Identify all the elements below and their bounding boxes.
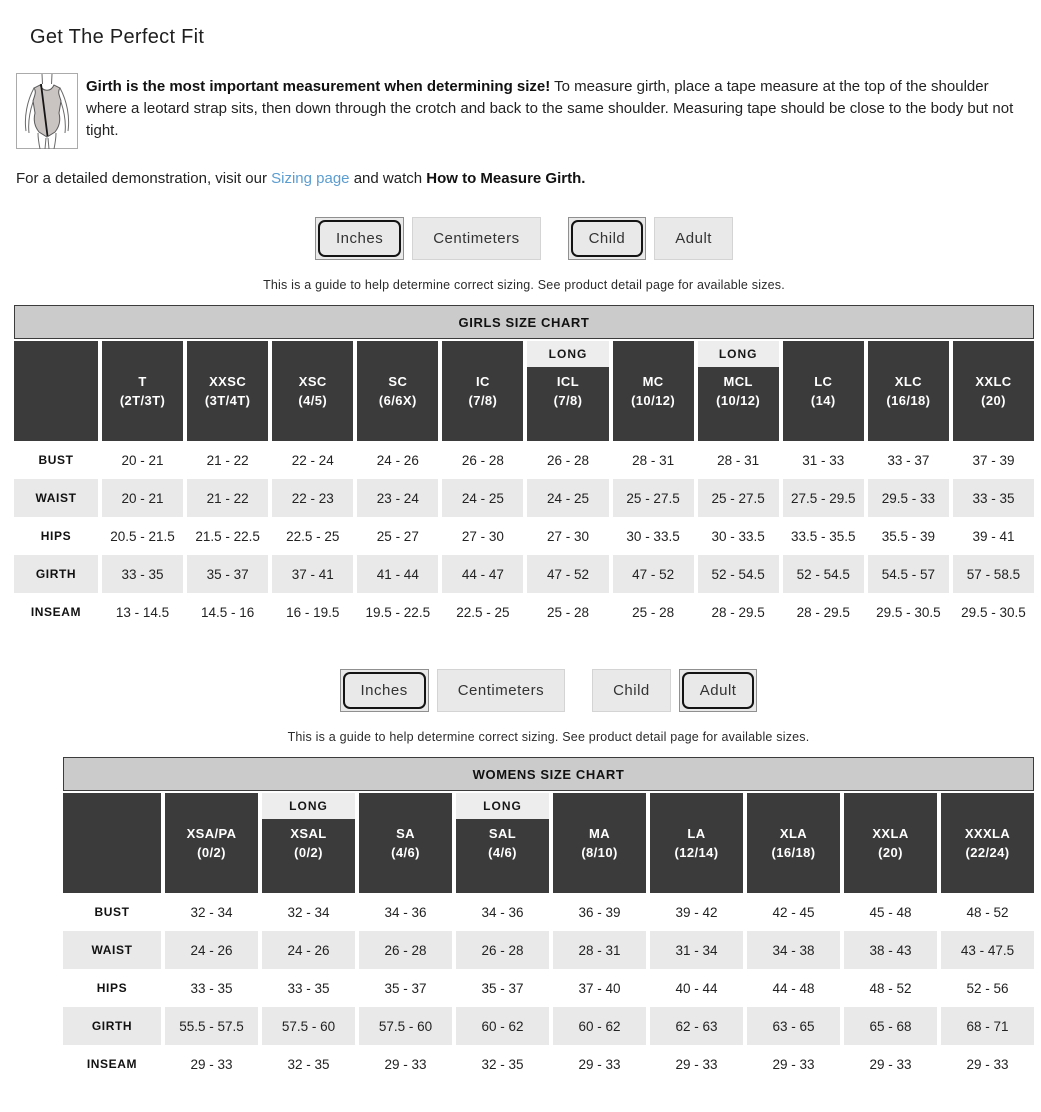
womens-column-header-xxxla	[941, 793, 1034, 893]
toggle-button-label: Child	[613, 682, 650, 699]
size-name: MA	[588, 826, 611, 841]
size-name: XLA	[779, 826, 808, 841]
toggle-button-label: Child	[571, 220, 644, 257]
toggle-button-label: Centimeters	[457, 682, 545, 699]
measurement-value: 52 - 54.5	[698, 555, 779, 593]
womens-chart-title: WOMENS SIZE CHART	[63, 757, 1034, 791]
womens-toggle-row	[63, 669, 1034, 712]
sizing-note: This is a guide to help determine correct sizing. See product detail page for available sizes.	[287, 730, 810, 744]
measurement-value: 25 - 27	[376, 528, 419, 544]
long-chip: LONG	[262, 793, 355, 819]
measurement-value: 23 - 24	[357, 479, 438, 517]
girls-column-header-mc	[613, 341, 694, 441]
measurement-value: 48 - 52	[966, 904, 1009, 920]
measurement-value: 29 - 33	[578, 1056, 621, 1072]
size-numbers: (22/24)	[965, 845, 1010, 860]
girls-adult-button[interactable]	[654, 217, 733, 260]
measurement-value: 21 - 22	[206, 452, 249, 468]
measurement-value: 32 - 35	[481, 1056, 524, 1072]
measurement-value: 39 - 42	[675, 904, 718, 920]
measurement-value: 34 - 36	[384, 904, 427, 920]
womens-chart-section	[63, 669, 1034, 1083]
size-name: SC	[388, 374, 408, 389]
size-numbers: (4/6)	[488, 845, 517, 860]
measurement-value: 16 - 19.5	[286, 604, 340, 620]
measurement-value: 29 - 33	[966, 1056, 1009, 1072]
womens-age-toggle-group	[592, 669, 757, 712]
measurement-value: 35 - 37	[187, 555, 268, 593]
measurement-value: 63 - 65	[747, 1007, 840, 1045]
measurement-value: 21 - 22	[187, 479, 268, 517]
measurement-value: 26 - 28	[461, 452, 504, 468]
measurement-value: 54.5 - 57	[868, 555, 949, 593]
measurement-value: 62 - 63	[650, 1007, 743, 1045]
girls-chart-title: GIRLS SIZE CHART	[14, 305, 1034, 339]
measurement-value: 25 - 28	[546, 604, 589, 620]
measurement-value: 19.5 - 22.5	[365, 604, 431, 620]
measurement-value: 37 - 40	[578, 980, 621, 996]
womens-row-bust	[63, 893, 1034, 931]
size-numbers: (2T/3T)	[119, 393, 166, 408]
measurement-value: 37 - 39	[972, 452, 1015, 468]
row-label: WAIST	[63, 931, 161, 969]
measurement-value: 22 - 23	[272, 479, 353, 517]
measurement-value: 68 - 71	[941, 1007, 1034, 1045]
measurement-value: 33 - 35	[102, 555, 183, 593]
measurement-value: 38 - 43	[844, 931, 937, 969]
womens-inches-button[interactable]	[340, 669, 429, 712]
measurement-value: 25 - 28	[632, 604, 675, 620]
measurement-value: 48 - 52	[869, 980, 912, 996]
womens-row-hips	[63, 969, 1034, 1007]
corner-cell	[14, 341, 98, 441]
womens-unit-toggle-group	[340, 669, 566, 712]
row-label: WAIST	[14, 479, 98, 517]
measurement-value: 32 - 34	[287, 904, 330, 920]
toggle-button-label: Inches	[318, 220, 401, 257]
size-name: SA	[396, 826, 415, 841]
demo-prefix: For a detailed demonstration, visit our	[16, 170, 272, 187]
womens-column-header-xla	[747, 793, 840, 893]
womens-column-header-la	[650, 793, 743, 893]
measurement-value: 29 - 33	[190, 1056, 233, 1072]
sizing-note: This is a guide to help determine correct sizing. See product detail page for available sizes.	[263, 278, 785, 292]
measurement-value: 55.5 - 57.5	[165, 1007, 258, 1045]
size-name: XSC	[298, 374, 327, 389]
measurement-value: 39 - 41	[972, 528, 1015, 544]
measurement-value: 20 - 21	[102, 479, 183, 517]
measurement-value: 41 - 44	[357, 555, 438, 593]
toggle-button-label: Adult	[682, 672, 755, 709]
measurement-value: 42 - 45	[772, 904, 815, 920]
girls-unit-toggle-group	[315, 217, 541, 260]
measurement-value: 34 - 38	[747, 931, 840, 969]
size-name: T	[138, 374, 147, 389]
size-numbers: (0/2)	[294, 845, 323, 860]
measurement-value: 37 - 41	[272, 555, 353, 593]
measurement-value: 25 - 27.5	[613, 479, 694, 517]
measurement-value: 35.5 - 39	[881, 528, 935, 544]
girls-toggle-row	[14, 217, 1034, 260]
measurement-value: 29 - 33	[869, 1056, 912, 1072]
measurement-value: 24 - 25	[527, 479, 608, 517]
measurement-value: 27 - 30	[461, 528, 504, 544]
measurement-value: 31 - 33	[802, 452, 845, 468]
toggle-button-label: Inches	[343, 672, 426, 709]
size-name: MCL	[723, 374, 753, 389]
girls-column-header-icl	[527, 341, 608, 441]
row-label: BUST	[38, 453, 74, 467]
measurement-value: 26 - 28	[546, 452, 589, 468]
size-numbers: (7/8)	[468, 393, 498, 408]
size-name: MC	[642, 374, 664, 389]
measurement-value: 27 - 30	[546, 528, 589, 544]
girls-chart-section	[14, 217, 1034, 631]
measurement-value: 43 - 47.5	[941, 931, 1034, 969]
womens-row-inseam	[63, 1045, 1034, 1083]
girls-row-bust	[14, 441, 1034, 479]
row-label: GIRTH	[14, 555, 98, 593]
womens-child-button[interactable]	[592, 669, 671, 712]
size-numbers: (20)	[878, 845, 903, 860]
size-name: XSA/PA	[186, 826, 237, 841]
girth-intro-rest: To measure girth, place a tape measure at the top of the shoulder where a leotard strap sits, then down through the crotch and back to the same shoulder. Measuring tape should be close to the body but not tight.	[86, 78, 1014, 139]
measurement-value: 57.5 - 60	[262, 1007, 355, 1045]
size-name: XLC	[894, 374, 922, 389]
row-label: HIPS	[40, 529, 72, 543]
girls-column-header-ic	[442, 341, 523, 441]
size-numbers: (6/6X)	[378, 393, 417, 408]
measurement-value: 24 - 26	[376, 452, 419, 468]
long-chip: LONG	[527, 341, 608, 367]
girls-column-header-sc	[357, 341, 438, 441]
long-chip: LONG	[698, 341, 779, 367]
measurement-value: 57 - 58.5	[953, 555, 1034, 593]
toggle-button-label: Centimeters	[433, 230, 520, 247]
measurement-value: 25 - 27.5	[698, 479, 779, 517]
womens-size-table	[63, 793, 1034, 1083]
size-name: ICL	[556, 374, 580, 389]
page-title: Get The Perfect Fit	[30, 26, 205, 48]
measurement-value: 35 - 37	[384, 980, 427, 996]
measurement-value: 29.5 - 33	[868, 479, 949, 517]
girls-column-header-t	[102, 341, 183, 441]
womens-column-header-sal	[456, 793, 549, 893]
womens-header-row	[63, 793, 1034, 893]
measurement-value: 30 - 33.5	[711, 528, 765, 544]
measurement-value: 47 - 52	[527, 555, 608, 593]
girls-column-header-mcl	[698, 341, 779, 441]
measurement-value: 29 - 33	[772, 1056, 815, 1072]
womens-column-header-xsal	[262, 793, 355, 893]
measurement-value: 33 - 35	[953, 479, 1034, 517]
measurement-value: 28 - 31	[717, 452, 760, 468]
size-name: LC	[814, 374, 833, 389]
measurement-value: 45 - 48	[869, 904, 912, 920]
measurement-value: 24 - 26	[165, 931, 258, 969]
womens-adult-button[interactable]	[679, 669, 758, 712]
measurement-value: 57.5 - 60	[359, 1007, 452, 1045]
measurement-value: 44 - 48	[772, 980, 815, 996]
size-numbers: (20)	[981, 393, 1006, 408]
measurement-value: 65 - 68	[844, 1007, 937, 1045]
size-name: XSAL	[290, 826, 327, 841]
measurement-value: 31 - 34	[650, 931, 743, 969]
measurement-value: 20 - 21	[121, 452, 164, 468]
measurement-value: 28 - 31	[632, 452, 675, 468]
size-numbers: (14)	[810, 393, 836, 408]
measurement-value: 29 - 33	[675, 1056, 718, 1072]
measurement-value: 29.5 - 30.5	[876, 604, 941, 620]
measurement-value: 30 - 33.5	[626, 528, 680, 544]
measurement-value: 28 - 29.5	[711, 604, 765, 620]
measurement-value: 36 - 39	[578, 904, 621, 920]
measurement-value: 24 - 25	[442, 479, 523, 517]
womens-column-header-xxla	[844, 793, 937, 893]
size-numbers: (12/14)	[674, 845, 719, 860]
girls-centimeters-button[interactable]	[412, 217, 540, 260]
demo-measure-girth-label: How to Measure Girth.	[426, 170, 586, 187]
girls-inches-button[interactable]	[315, 217, 404, 260]
size-numbers: (16/18)	[771, 845, 816, 860]
measurement-value: 28 - 31	[553, 931, 646, 969]
girls-column-header-xsc	[272, 341, 353, 441]
girth-intro-bold: Girth is the most important measurement when determining size!	[86, 78, 551, 95]
girls-header-row	[14, 341, 1034, 441]
girls-column-header-xlc	[868, 341, 949, 441]
measurement-value: 14.5 - 16	[200, 604, 255, 620]
girth-intro-text	[86, 73, 1021, 149]
girls-row-girth	[14, 555, 1034, 593]
size-numbers: (10/12)	[631, 393, 676, 408]
measurement-value: 32 - 34	[190, 904, 233, 920]
size-numbers: (4/6)	[391, 845, 420, 860]
toggle-button-label: Adult	[675, 230, 712, 247]
measurement-value: 29.5 - 30.5	[961, 604, 1026, 620]
size-numbers: (7/8)	[553, 393, 583, 408]
womens-column-header-ma	[553, 793, 646, 893]
measurement-value: 24 - 26	[262, 931, 355, 969]
girth-intro-block	[16, 73, 1021, 149]
long-chip: LONG	[456, 793, 549, 819]
size-name: XXLA	[872, 826, 909, 841]
measurement-value: 33 - 37	[887, 452, 930, 468]
girls-size-table	[14, 341, 1034, 631]
measurement-value: 44 - 47	[442, 555, 523, 593]
measurement-value: 27.5 - 29.5	[783, 479, 864, 517]
size-numbers: (8/10)	[581, 845, 618, 860]
measurement-value: 35 - 37	[481, 980, 524, 996]
measurement-value: 22.5 - 25	[456, 604, 510, 620]
womens-column-header-sa	[359, 793, 452, 893]
measurement-value: 22.5 - 25	[286, 528, 340, 544]
measurement-value: 20.5 - 21.5	[110, 528, 175, 544]
measurement-value: 26 - 28	[359, 931, 452, 969]
girls-row-inseam	[14, 593, 1034, 631]
womens-row-girth	[63, 1007, 1034, 1045]
girls-column-header-lc	[783, 341, 864, 441]
measurement-value: 32 - 35	[287, 1056, 330, 1072]
girls-row-waist	[14, 479, 1034, 517]
row-label: INSEAM	[86, 1057, 138, 1071]
measurement-value: 52 - 56	[966, 980, 1009, 996]
size-name: XXXLA	[964, 826, 1011, 841]
womens-centimeters-button[interactable]	[437, 669, 565, 712]
size-numbers: (3T/4T)	[204, 393, 251, 408]
row-label: INSEAM	[30, 605, 82, 619]
size-name: LA	[687, 826, 706, 841]
sizing-page-link[interactable]: Sizing page	[271, 170, 350, 187]
size-numbers: (4/5)	[298, 393, 328, 408]
girls-child-button[interactable]	[568, 217, 647, 260]
girls-age-toggle-group	[568, 217, 733, 260]
measurement-value: 21.5 - 22.5	[195, 528, 260, 544]
size-numbers: (0/2)	[197, 845, 226, 860]
row-label: BUST	[94, 905, 130, 919]
girls-row-hips	[14, 517, 1034, 555]
measurement-value: 33.5 - 35.5	[790, 528, 856, 544]
womens-column-header-xsa-pa	[165, 793, 258, 893]
measurement-value: 26 - 28	[456, 931, 549, 969]
demo-line	[16, 170, 1041, 187]
measurement-value: 47 - 52	[613, 555, 694, 593]
row-label: GIRTH	[63, 1007, 161, 1045]
measurement-value: 60 - 62	[456, 1007, 549, 1045]
leotard-girth-diagram-icon	[16, 73, 78, 149]
measurement-value: 29 - 33	[384, 1056, 427, 1072]
girls-column-header-xxlc	[953, 341, 1034, 441]
size-numbers: (16/18)	[886, 393, 931, 408]
measurement-value: 60 - 62	[553, 1007, 646, 1045]
girls-column-header-xxsc	[187, 341, 268, 441]
measurement-value: 13 - 14.5	[115, 604, 170, 620]
measurement-value: 22 - 24	[291, 452, 334, 468]
measurement-value: 33 - 35	[287, 980, 330, 996]
size-name: XXLC	[975, 374, 1012, 389]
measurement-value: 34 - 36	[481, 904, 524, 920]
measurement-value: 28 - 29.5	[796, 604, 850, 620]
row-label: HIPS	[96, 981, 128, 995]
demo-middle: and watch	[349, 170, 427, 187]
measurement-value: 40 - 44	[675, 980, 718, 996]
corner-cell	[63, 793, 161, 893]
size-name: IC	[476, 374, 490, 389]
measurement-value: 33 - 35	[190, 980, 233, 996]
measurement-value: 52 - 54.5	[783, 555, 864, 593]
size-name: XXSC	[209, 374, 247, 389]
size-name: SAL	[488, 826, 517, 841]
size-numbers: (10/12)	[716, 393, 761, 408]
womens-row-waist	[63, 931, 1034, 969]
